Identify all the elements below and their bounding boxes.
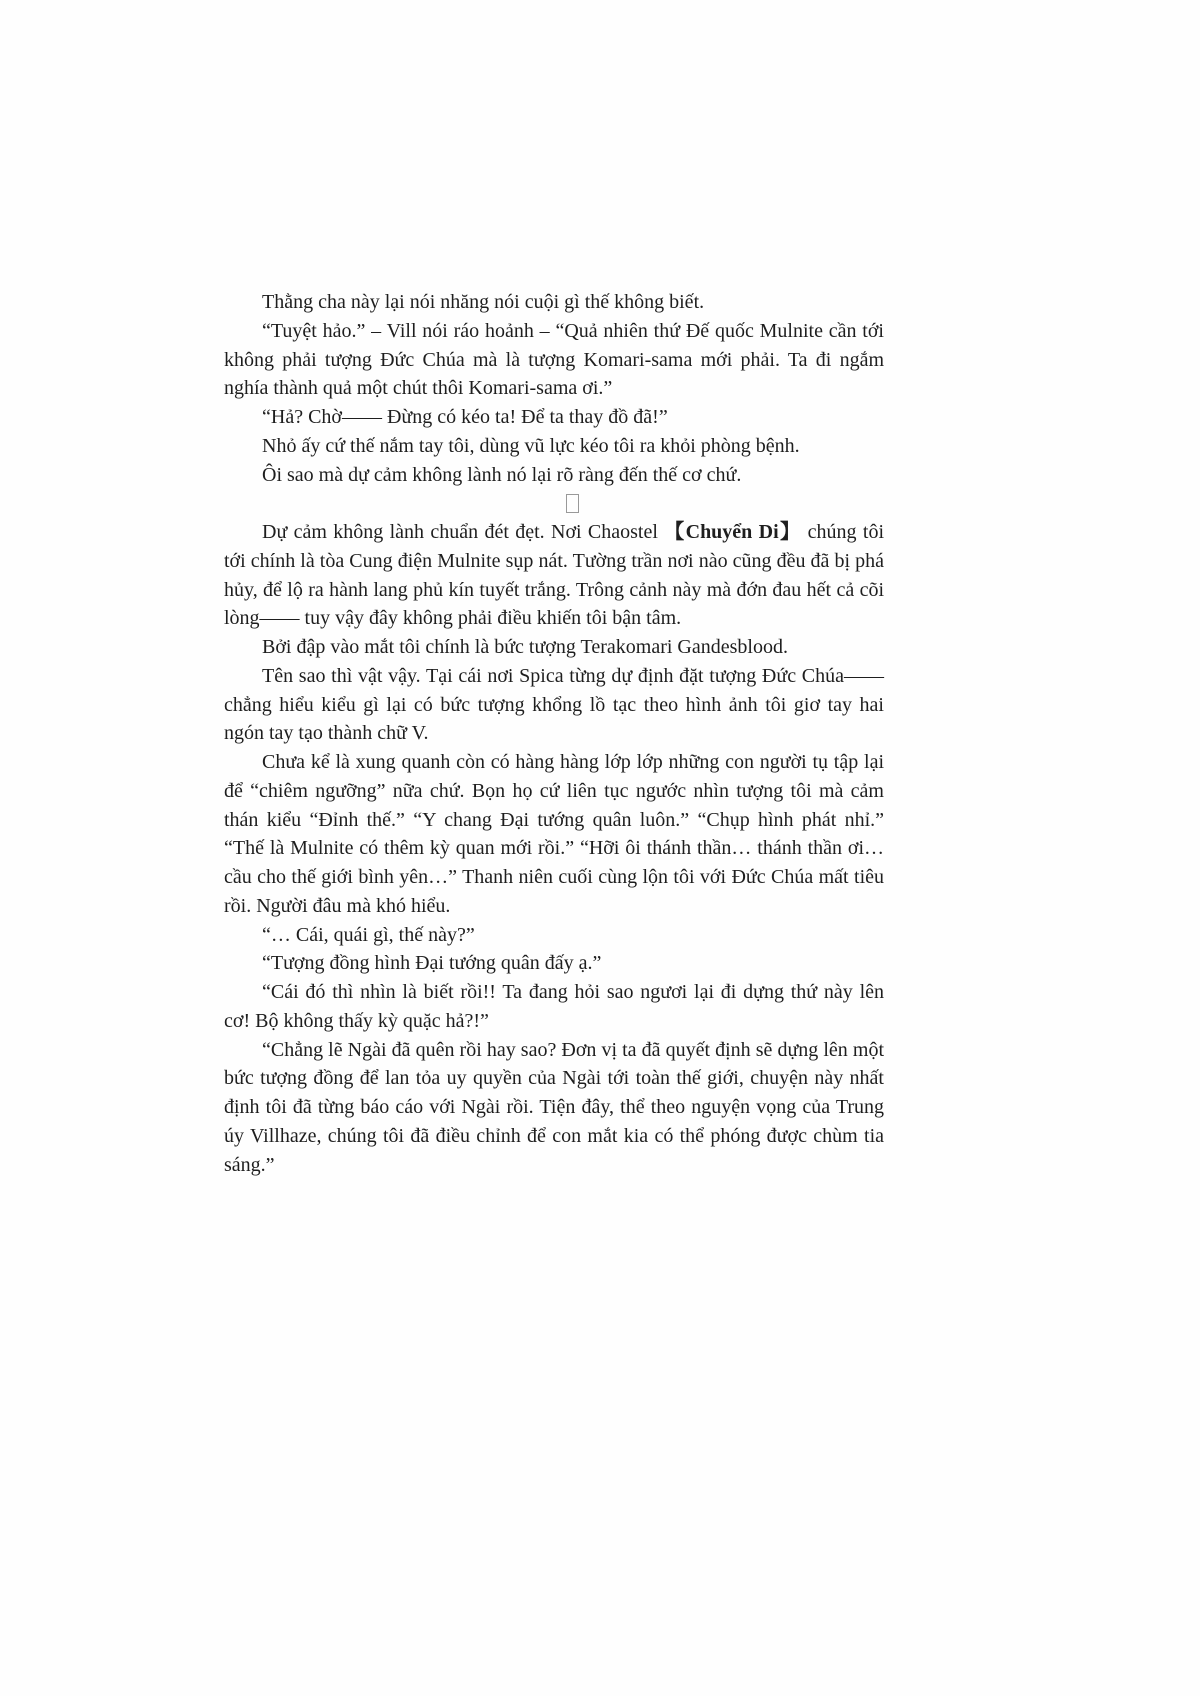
body-text	[224, 288, 884, 1179]
paragraph: “Hả? Chờ—— Đừng có kéo ta! Để ta thay đồ đã!”	[262, 406, 668, 428]
paragraph-text: chúng tôi tới chính là tòa Cung điện Mulnite sụp nát. Tường trần nơi nào cũng đều đã bị phá hủy, để lộ ra hành lang phủ kín tuyết trắng. Trông cảnh này mà đớn đau hết cả cõi lòng—— tuy vậy đây không phải điều khiến tôi bận tâm.	[224, 521, 885, 630]
scene-break-glyph-icon	[566, 494, 579, 513]
scene-break	[224, 489, 884, 518]
spell-name: 【Chuyển Di】	[664, 521, 802, 543]
paragraph: “Tượng đồng hình Đại tướng quân đấy ạ.”	[262, 952, 602, 975]
paragraph: “Chẳng lẽ Ngài đã quên rồi hay sao? Đơn vị ta đã quyết định sẽ dựng lên một bức tượng đồng để lan tỏa uy quyền của Ngài tới toàn thế giới, chuyện này nhất định tôi đã từng báo cáo với Ngài rồi. Tiện đây, thể theo nguyện vọng của Trung úy Villhaze, chúng tôi đã điều chỉnh để con mắt kia có thể phóng được chùm tia sáng.”	[224, 1038, 884, 1176]
paragraph-text: Dự cảm không lành chuẩn đét đẹt. Nơi Chaostel	[262, 521, 658, 543]
paragraph: Bởi đập vào mắt tôi chính là bức tượng Terakomari Gandesblood.	[262, 636, 788, 658]
paragraph: Tên sao thì vật vậy. Tại cái nơi Spica từng dự định đặt tượng Đức Chúa—— chẳng hiểu kiểu gì lại có bức tượng khổng lồ tạc theo hình ảnh tôi giơ tay hai ngón tay tạo thành chữ V.	[224, 664, 884, 745]
paragraph: Chưa kể là xung quanh còn có hàng hàng lớp lớp những con người tụ tập lại để “chiêm ngưỡng” nữa chứ. Bọn họ cứ liên tục ngước nhìn tượng tôi mà cảm thán kiểu “Đỉnh thế.” “Y chang Đại tướng quân luôn.” “Chụp hình phát nhỉ.” “Thế là Mulnite có thêm kỳ quan mới rồi.” “Hỡi ôi thánh thần… thánh thần ơi… cầu cho thế giới bình yên…” Thanh niên cuối cùng lộn tôi với Đức Chúa mất tiêu rồi. Người đâu mà khó hiểu.	[224, 751, 884, 917]
paragraph: “… Cái, quái gì, thế này?”	[262, 923, 475, 946]
paragraph: “Cái đó thì nhìn là biết rồi!! Ta đang hỏi sao ngươi lại đi dựng thứ này lên cơ! Bộ không thấy kỳ quặc hả?!”	[224, 981, 884, 1032]
paragraph: Ôi sao mà dự cảm không lành nó lại rõ ràng đến thế cơ chứ.	[262, 463, 742, 486]
paragraph	[224, 518, 884, 633]
paragraph: “Tuyệt hảo.” – Vill nói ráo hoảnh – “Quả nhiên thứ Đế quốc Mulnite cần tới không phải tượng Đức Chúa mà là tượng Komari-sama mới phải. Ta đi ngắm nghía thành quả một chút thôi Komari-sama ơi.”	[224, 319, 884, 400]
paragraph: Nhỏ ấy cứ thế nắm tay tôi, dùng vũ lực kéo tôi ra khỏi phòng bệnh.	[262, 434, 800, 457]
paragraph: Thằng cha này lại nói nhăng nói cuội gì thế không biết.	[262, 291, 705, 313]
